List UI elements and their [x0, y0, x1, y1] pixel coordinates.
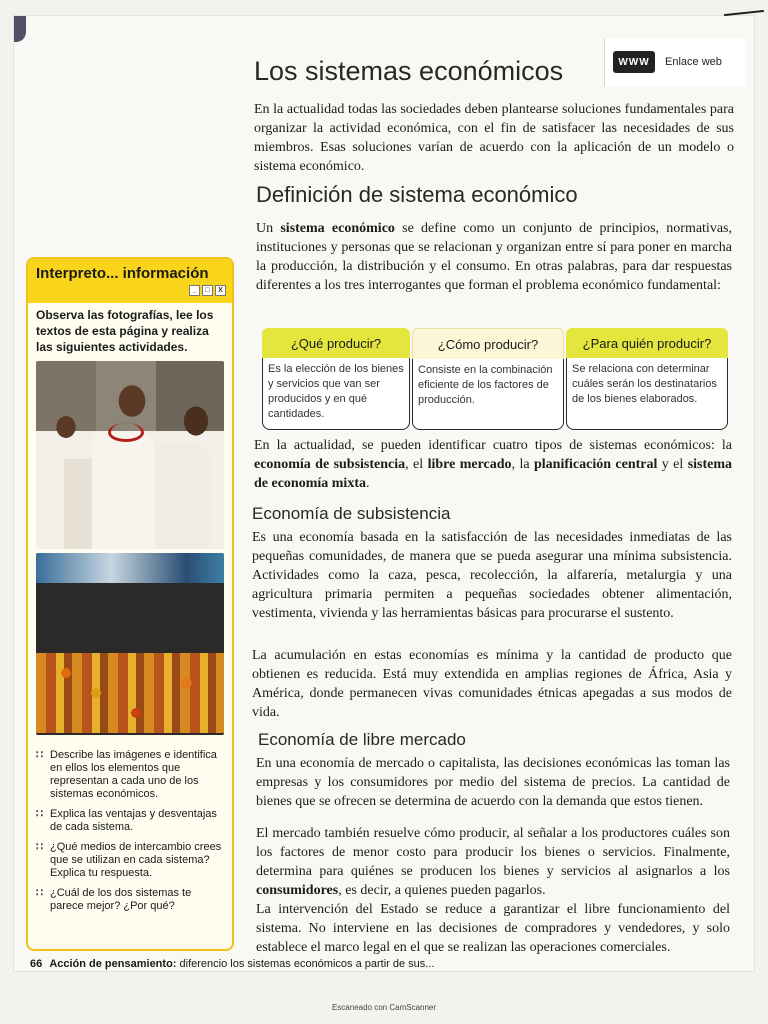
term-sistema-economico: sistema económico: [280, 221, 395, 236]
economic-questions: [262, 328, 728, 430]
photo-market-stalls: [36, 553, 224, 735]
page-title: Los sistemas económicos: [254, 56, 564, 86]
question-como-producir: [412, 328, 564, 430]
subsistence-paragraph-2: La acumulación en estas economías es mínima y la cantidad de producto que obtienen es reducida. Está muy extendida en amplias regiones de África, Asia y América, donde permanecen vivas comunidades étnicas apegadas a sus modos de vida.: [252, 648, 732, 720]
activity-list: [36, 749, 226, 913]
free-market-heading: Economía de libre mercado: [258, 730, 466, 749]
page-footer: [30, 958, 434, 970]
definition-paragraph: Un sistema económico se define como un conjunto de principios, normativas, instituciones y personas que se relacionan y organizan entre sí para poner en marcha la producción, la distribución y el consumo. En otras palabras, para dar respuestas diferentes a los tres interrogantes que forman el problema económico fundamental:: [256, 221, 732, 293]
list-item: ∷ ¿Cuál de los dos sistemas te parece mejor? ¿Por qué?: [36, 887, 226, 913]
sidebar-title: Interpreto... información: [36, 265, 209, 282]
question-body: Es la elección de los bienes y servicios que van ser producidos y en qué cantidades.: [262, 358, 410, 430]
free-market-paragraph-2: El mercado también resuelve cómo producir, al señalar a los productores cuáles son los factores de menor costo para producir los bienes o servicios. Finalmente, determina para quiénes se producen los bienes y servicios al asignarlos a los consumidores, es decir, a quienes pueden pagarlos.: [256, 826, 730, 898]
web-link[interactable]: [604, 38, 745, 86]
page-number: 66: [30, 958, 43, 970]
subsistence-paragraph-1: Es una economía basada en la satisfacción de las necesidades inmediatas de las pequeñas comunidades, de manera que se pueda asegurar una mínima subsistencia. Actividades como la caza, pesca, recolección, la alfarería, metalurgia y una agricultura primaria permiten a pequeñas sociedades obtener alimentación, vestimenta, vivienda y las herramientas básicas para procurarse el sustento.: [252, 530, 732, 621]
types-paragraph: En la actualidad, se pueden identificar cuatro tipos de sistemas económicos: la economía de subsistencia, el libre mercado, la planificación central y el sistema de economía mixta.: [254, 438, 733, 491]
question-body: Consiste en la combinación eficiente de los factores de producción.: [412, 359, 564, 430]
intro-paragraph: En la actualidad todas las sociedades deben plantearse soluciones fundamentales para organizar la actividad económica, con el fin de satisfacer las necesidades de sus miembros. Esas soluciones varían de acuerdo con la aplicación de un modelo o sistema económico.: [254, 102, 734, 174]
question-title: ¿Qué producir?: [262, 328, 410, 358]
subsistence-heading: Economía de subsistencia: [252, 504, 451, 523]
footer-label: Acción de pensamiento:: [49, 958, 177, 970]
definition-heading: Definición de sistema económico: [256, 182, 578, 207]
list-item: ∷ ¿Qué medios de intercambio crees que se utilizan en cada sistema? Explica tu respuesta.: [36, 841, 226, 880]
question-title: ¿Cómo producir?: [412, 328, 564, 359]
question-body: Se relaciona con determinar cuáles serán los destinatarios de los bienes elaborados.: [566, 358, 728, 430]
maximize-icon: □: [202, 285, 213, 296]
footer-text: diferencio los sistemas económicos a partir de sus...: [176, 958, 435, 970]
question-para-quien-producir: [566, 328, 728, 430]
activity-sidebar: [26, 257, 234, 951]
question-title: ¿Para quién producir?: [566, 328, 728, 358]
free-market-paragraph-3: La intervención del Estado se reduce a garantizar el libre funcionamiento del sistema. No interviene en las decisiones de compradores y vendedores, y solo establece el marco legal en el que se realizan las operaciones comerciales.: [256, 902, 730, 955]
textbook-page: [14, 16, 754, 971]
photo-indigenous-women: [36, 361, 224, 549]
sidebar-header: [28, 259, 232, 303]
scanner-watermark: Escaneado con CamScanner: [331, 1003, 437, 1012]
question-que-producir: [262, 328, 410, 430]
list-item: ∷ Describe las imágenes e identifica en ellos los elementos que representan a cada uno de los sistemas económicos.: [36, 749, 226, 801]
www-icon: WWW: [613, 51, 655, 73]
free-market-paragraph-1: En una economía de mercado o capitalista, las decisiones económicas las toman las empresas y los consumidores por medio del sistema de precios. La cantidad de bienes que se ofrecen se determina de acuerdo con la demanda que estos tienen.: [256, 756, 730, 809]
sidebar-intro: Observa las fotografías, lee los textos de esta página y realiza las siguientes actividades.: [36, 308, 214, 354]
minimize-icon: _: [189, 285, 200, 296]
list-item: ∷ Explica las ventajas y desventajas de cada sistema.: [36, 808, 226, 834]
close-icon: X: [215, 285, 226, 296]
window-controls: [189, 285, 226, 296]
web-link-label: Enlace web: [665, 56, 722, 68]
